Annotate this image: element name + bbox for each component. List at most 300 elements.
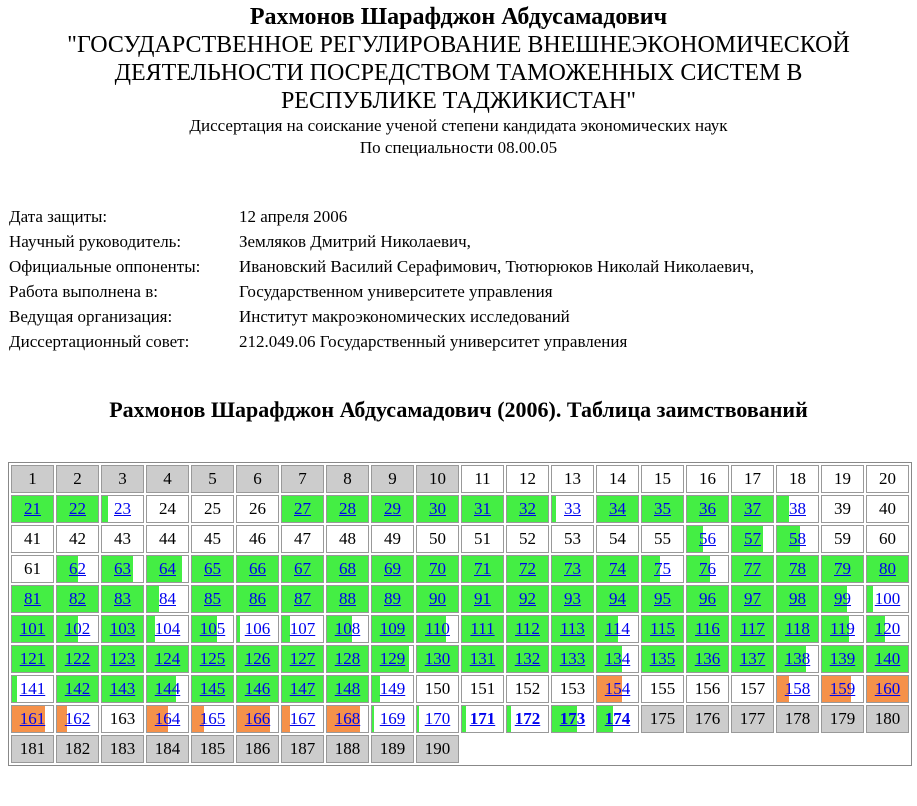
page-cell — [551, 675, 594, 703]
borrow-level-bar — [372, 706, 374, 732]
page-link[interactable]: 70 — [429, 559, 446, 578]
page-link[interactable]: 167 — [289, 709, 316, 728]
page-number: 181 — [19, 739, 46, 758]
page-link[interactable]: 171 — [469, 709, 496, 728]
page-link[interactable]: 122 — [64, 649, 91, 668]
page-cell — [821, 525, 864, 553]
page-cell — [101, 705, 144, 733]
page-link[interactable]: 79 — [834, 559, 851, 578]
page-link[interactable]: 104 — [154, 619, 181, 638]
page-link[interactable]: 84 — [159, 589, 176, 608]
page-link[interactable]: 81 — [24, 589, 41, 608]
page-cell[interactable] — [686, 525, 729, 553]
page-link[interactable]: 82 — [69, 589, 86, 608]
page-cell[interactable] — [731, 645, 774, 673]
page-link[interactable]: 173 — [559, 709, 586, 728]
page-link[interactable]: 129 — [379, 649, 406, 668]
page-cell[interactable] — [776, 585, 819, 613]
page-cell[interactable] — [326, 705, 369, 733]
page-link[interactable]: 165 — [199, 709, 226, 728]
page-cell[interactable] — [326, 585, 369, 613]
page-link[interactable]: 109 — [379, 619, 406, 638]
page-cell[interactable] — [371, 705, 414, 733]
page-link[interactable]: 71 — [474, 559, 491, 578]
page-cell[interactable] — [551, 585, 594, 613]
page-link[interactable]: 139 — [829, 649, 856, 668]
page-link[interactable]: 166 — [244, 709, 271, 728]
page-cell[interactable] — [551, 705, 594, 733]
page-cell[interactable] — [641, 645, 684, 673]
page-number: 184 — [154, 739, 181, 758]
page-number: 61 — [24, 559, 41, 578]
page-cell[interactable] — [461, 495, 504, 523]
page-cell — [821, 495, 864, 523]
page-link[interactable]: 65 — [204, 559, 221, 578]
page-link[interactable]: 172 — [514, 709, 541, 728]
page-cell[interactable] — [416, 645, 459, 673]
page-cell[interactable] — [146, 555, 189, 583]
page-link[interactable]: 136 — [694, 649, 721, 668]
page-cell — [56, 735, 99, 763]
page-link[interactable]: 145 — [199, 679, 226, 698]
page-cell — [641, 675, 684, 703]
page-cell[interactable] — [686, 555, 729, 583]
page-link[interactable]: 23 — [114, 499, 131, 518]
page-link[interactable]: 111 — [470, 619, 495, 638]
page-link[interactable]: 64 — [159, 559, 176, 578]
page-cell[interactable] — [371, 495, 414, 523]
page-cell — [11, 555, 54, 583]
page-cell[interactable] — [506, 705, 549, 733]
page-cell[interactable] — [371, 555, 414, 583]
page-number: 25 — [204, 499, 221, 518]
degree-line: Диссертация на соискание ученой степени кандидата экономических наук — [189, 116, 728, 135]
page-number: 12 — [519, 469, 536, 488]
page-cell[interactable] — [821, 645, 864, 673]
meta-value: 212.049.06 Государственный университет управления — [239, 331, 628, 351]
page-number: 163 — [109, 709, 136, 728]
page-link[interactable]: 36 — [699, 499, 716, 518]
page-link[interactable]: 160 — [874, 679, 901, 698]
page-link[interactable]: 138 — [784, 649, 811, 668]
page-link[interactable]: 170 — [424, 709, 451, 728]
page-link[interactable]: 86 — [249, 589, 266, 608]
page-cell[interactable] — [506, 615, 549, 643]
page-cell[interactable] — [776, 525, 819, 553]
page-cell — [641, 705, 684, 733]
page-cell — [101, 465, 144, 493]
grid-row — [11, 675, 909, 703]
page-cell[interactable] — [101, 675, 144, 703]
page-cell[interactable] — [236, 585, 279, 613]
page-cell[interactable] — [506, 495, 549, 523]
page-cell[interactable] — [866, 585, 909, 613]
page-link[interactable]: 123 — [109, 649, 136, 668]
meta-value: 12 апреля 2006 — [239, 206, 348, 226]
page-cell[interactable] — [236, 555, 279, 583]
page-cell[interactable] — [461, 555, 504, 583]
page-link[interactable]: 132 — [514, 649, 541, 668]
page-cell[interactable] — [11, 615, 54, 643]
page-link[interactable]: 116 — [695, 619, 720, 638]
page-link[interactable]: 72 — [519, 559, 536, 578]
page-link[interactable]: 96 — [699, 589, 716, 608]
page-cell[interactable] — [11, 495, 54, 523]
page-link[interactable]: 146 — [244, 679, 271, 698]
page-link[interactable]: 100 — [874, 589, 901, 608]
page-link[interactable]: 87 — [294, 589, 311, 608]
page-cell[interactable] — [191, 645, 234, 673]
page-link[interactable]: 56 — [699, 529, 716, 548]
page-link[interactable]: 63 — [114, 559, 131, 578]
page-cell[interactable] — [641, 585, 684, 613]
page-link[interactable]: 143 — [109, 679, 136, 698]
page-cell[interactable] — [506, 585, 549, 613]
page-cell[interactable] — [866, 645, 909, 673]
page-link[interactable]: 77 — [744, 559, 761, 578]
page-cell[interactable] — [866, 555, 909, 583]
page-cell[interactable] — [11, 705, 54, 733]
page-link[interactable]: 162 — [64, 709, 91, 728]
page-number: 190 — [424, 739, 451, 758]
page-link[interactable]: 35 — [654, 499, 671, 518]
page-cell[interactable] — [11, 645, 54, 673]
page-link[interactable]: 119 — [830, 619, 855, 638]
page-link[interactable]: 147 — [289, 679, 316, 698]
page-cell[interactable] — [11, 585, 54, 613]
page-cell[interactable] — [416, 555, 459, 583]
page-link[interactable]: 97 — [744, 589, 761, 608]
page-number: 48 — [339, 529, 356, 548]
page-link[interactable]: 94 — [609, 589, 626, 608]
page-cell[interactable] — [236, 675, 279, 703]
meta-value: Государственном университете управления — [239, 281, 553, 301]
page-cell[interactable] — [326, 495, 369, 523]
page-cell[interactable] — [686, 585, 729, 613]
page-cell[interactable] — [776, 555, 819, 583]
page-cell[interactable] — [596, 585, 639, 613]
page-cell[interactable] — [146, 615, 189, 643]
page-cell[interactable] — [686, 615, 729, 643]
page-link[interactable]: 33 — [564, 499, 581, 518]
page-cell[interactable] — [776, 675, 819, 703]
page-number: 13 — [564, 469, 581, 488]
page-link[interactable]: 110 — [425, 619, 450, 638]
page-cell[interactable] — [416, 495, 459, 523]
page-link[interactable]: 114 — [605, 619, 630, 638]
page-cell[interactable] — [101, 585, 144, 613]
page-cell[interactable] — [731, 495, 774, 523]
page-link[interactable]: 22 — [69, 499, 86, 518]
page-link[interactable]: 68 — [339, 559, 356, 578]
page-link[interactable]: 73 — [564, 559, 581, 578]
page-number: 2 — [73, 469, 82, 488]
page-cell[interactable] — [596, 495, 639, 523]
page-cell[interactable] — [326, 675, 369, 703]
page-link[interactable]: 137 — [739, 649, 766, 668]
page-cell — [371, 735, 414, 763]
page-link[interactable]: 161 — [19, 709, 46, 728]
borrow-level-bar — [102, 496, 108, 522]
borrow-level-bar — [12, 676, 17, 702]
page-link[interactable]: 148 — [334, 679, 361, 698]
page-cell[interactable] — [56, 705, 99, 733]
page-link[interactable]: 164 — [154, 709, 181, 728]
page-link[interactable]: 106 — [244, 619, 271, 638]
page-link[interactable]: 30 — [429, 499, 446, 518]
borrow-level-bar — [147, 586, 159, 612]
page-link[interactable]: 118 — [785, 619, 810, 638]
page-cell — [461, 525, 504, 553]
page-link[interactable]: 113 — [560, 619, 585, 638]
page-cell[interactable] — [461, 705, 504, 733]
page-cell[interactable] — [146, 585, 189, 613]
page-cell[interactable] — [101, 615, 144, 643]
page-cell[interactable] — [821, 675, 864, 703]
page-cell[interactable] — [281, 645, 324, 673]
grid-row — [11, 465, 909, 493]
page-cell[interactable] — [281, 675, 324, 703]
page-link[interactable]: 21 — [24, 499, 41, 518]
page-cell — [686, 705, 729, 733]
page-cell[interactable] — [191, 705, 234, 733]
page-link[interactable]: 128 — [334, 649, 361, 668]
page-link[interactable]: 112 — [515, 619, 540, 638]
page-link[interactable]: 142 — [64, 679, 91, 698]
page-link[interactable]: 28 — [339, 499, 356, 518]
page-link[interactable]: 67 — [294, 559, 311, 578]
page-cell[interactable] — [596, 705, 639, 733]
page-link[interactable]: 115 — [650, 619, 675, 638]
page-link[interactable]: 124 — [154, 649, 181, 668]
page-link[interactable]: 105 — [199, 619, 226, 638]
page-cell[interactable] — [461, 615, 504, 643]
meta-value: Земляков Дмитрий Николаевич, — [239, 231, 471, 251]
page-cell[interactable] — [281, 705, 324, 733]
page-cell — [191, 525, 234, 553]
page-cell[interactable] — [191, 555, 234, 583]
page-link[interactable]: 125 — [199, 649, 226, 668]
page-cell[interactable] — [416, 705, 459, 733]
page-link[interactable]: 91 — [474, 589, 491, 608]
page-cell[interactable] — [56, 675, 99, 703]
page-cell[interactable] — [731, 555, 774, 583]
page-link[interactable]: 85 — [204, 589, 221, 608]
page-cell[interactable] — [776, 615, 819, 643]
page-cell[interactable] — [281, 495, 324, 523]
borrowings-title: Рахмонов Шарафджон Абдусамадович (2006). Таблица заимствований — [109, 397, 808, 422]
page-cell[interactable] — [326, 555, 369, 583]
page-cell[interactable] — [821, 585, 864, 613]
page-link[interactable]: 93 — [564, 589, 581, 608]
page-link[interactable]: 134 — [604, 649, 631, 668]
page-link[interactable]: 158 — [784, 679, 811, 698]
page-link[interactable]: 108 — [334, 619, 361, 638]
page-cell[interactable] — [731, 615, 774, 643]
page-link[interactable]: 149 — [379, 679, 406, 698]
page-link[interactable]: 103 — [109, 619, 136, 638]
page-link[interactable]: 131 — [469, 649, 496, 668]
page-number: 155 — [649, 679, 676, 698]
grid-row — [11, 705, 909, 733]
page-cell[interactable] — [506, 645, 549, 673]
page-link[interactable]: 144 — [154, 679, 181, 698]
page-cell[interactable] — [821, 615, 864, 643]
page-link[interactable]: 117 — [740, 619, 765, 638]
grid-row — [11, 735, 909, 763]
page-cell[interactable] — [326, 615, 369, 643]
page-cell[interactable] — [326, 645, 369, 673]
page-link[interactable]: 154 — [604, 679, 631, 698]
page-cell[interactable] — [371, 645, 414, 673]
page-cell[interactable] — [191, 585, 234, 613]
page-link[interactable]: 83 — [114, 589, 131, 608]
page-cell[interactable] — [416, 585, 459, 613]
page-cell[interactable] — [551, 615, 594, 643]
page-link[interactable]: 80 — [879, 559, 896, 578]
page-cell — [731, 675, 774, 703]
page-link[interactable]: 31 — [474, 499, 491, 518]
page-cell[interactable] — [101, 495, 144, 523]
page-number: 53 — [564, 529, 581, 548]
page-cell[interactable] — [776, 645, 819, 673]
page-link[interactable]: 75 — [654, 559, 671, 578]
page-link[interactable]: 90 — [429, 589, 446, 608]
page-link[interactable]: 92 — [519, 589, 536, 608]
page-number: 41 — [24, 529, 41, 548]
page-cell[interactable] — [146, 645, 189, 673]
page-link[interactable]: 74 — [609, 559, 626, 578]
page-link[interactable]: 34 — [609, 499, 626, 518]
page-cell[interactable] — [551, 555, 594, 583]
page-link[interactable]: 133 — [559, 649, 586, 668]
page-link[interactable]: 58 — [789, 529, 806, 548]
page-cell[interactable] — [146, 705, 189, 733]
page-link[interactable]: 66 — [249, 559, 266, 578]
page-cell[interactable] — [281, 555, 324, 583]
page-link[interactable]: 121 — [19, 649, 46, 668]
page-link[interactable]: 69 — [384, 559, 401, 578]
page-cell[interactable] — [56, 495, 99, 523]
defense-info-table — [6, 203, 757, 355]
page-cell[interactable] — [281, 615, 324, 643]
page-link[interactable]: 169 — [379, 709, 406, 728]
page-cell — [506, 675, 549, 703]
page-cell[interactable] — [596, 675, 639, 703]
page-cell[interactable] — [596, 615, 639, 643]
page-cell[interactable] — [641, 555, 684, 583]
page-cell[interactable] — [371, 615, 414, 643]
page-cell[interactable] — [191, 615, 234, 643]
page-cell[interactable] — [641, 615, 684, 643]
page-number: 42 — [69, 529, 86, 548]
page-link[interactable]: 120 — [874, 619, 901, 638]
page-link[interactable]: 127 — [289, 649, 316, 668]
page-cell[interactable] — [461, 585, 504, 613]
page-cell[interactable] — [236, 645, 279, 673]
page-link[interactable]: 95 — [654, 589, 671, 608]
page-link[interactable]: 32 — [519, 499, 536, 518]
page-cell[interactable] — [191, 675, 234, 703]
page-link[interactable]: 126 — [244, 649, 271, 668]
page-link[interactable]: 76 — [699, 559, 716, 578]
page-cell[interactable] — [56, 645, 99, 673]
page-cell[interactable] — [731, 585, 774, 613]
page-cell[interactable] — [596, 645, 639, 673]
page-number: 55 — [654, 529, 671, 548]
page-cell[interactable] — [281, 585, 324, 613]
page-cell[interactable] — [371, 585, 414, 613]
page-cell[interactable] — [416, 615, 459, 643]
page-link[interactable]: 101 — [19, 619, 46, 638]
page-cell[interactable] — [236, 705, 279, 733]
page-cell — [146, 735, 189, 763]
page-cell[interactable] — [56, 555, 99, 583]
page-cell[interactable] — [866, 615, 909, 643]
page-cell[interactable] — [686, 495, 729, 523]
page-link[interactable]: 141 — [19, 679, 46, 698]
page-number: 46 — [249, 529, 266, 548]
page-cell[interactable] — [101, 555, 144, 583]
page-link[interactable]: 62 — [69, 559, 86, 578]
page-link[interactable]: 174 — [604, 709, 631, 728]
page-link[interactable]: 37 — [744, 499, 761, 518]
page-cell[interactable] — [776, 495, 819, 523]
page-cell[interactable] — [101, 645, 144, 673]
page-link[interactable]: 78 — [789, 559, 806, 578]
page-cell[interactable] — [371, 675, 414, 703]
page-cell[interactable] — [236, 615, 279, 643]
borrow-level-bar — [282, 616, 290, 642]
page-link[interactable]: 38 — [789, 499, 806, 518]
page-link[interactable]: 89 — [384, 589, 401, 608]
page-cell[interactable] — [641, 495, 684, 523]
page-cell[interactable] — [731, 525, 774, 553]
page-cell[interactable] — [866, 675, 909, 703]
page-cell[interactable] — [56, 615, 99, 643]
page-link[interactable]: 88 — [339, 589, 356, 608]
page-cell[interactable] — [506, 555, 549, 583]
page-cell[interactable] — [146, 675, 189, 703]
page-link[interactable]: 130 — [424, 649, 451, 668]
page-cell[interactable] — [821, 555, 864, 583]
page-link[interactable]: 57 — [744, 529, 761, 548]
page-cell[interactable] — [596, 555, 639, 583]
page-link[interactable]: 27 — [294, 499, 311, 518]
page-link[interactable]: 159 — [829, 679, 856, 698]
page-link[interactable]: 102 — [64, 619, 91, 638]
page-cell[interactable] — [11, 675, 54, 703]
page-number: 39 — [834, 499, 851, 518]
page-number: 51 — [474, 529, 491, 548]
page-link[interactable]: 140 — [874, 649, 901, 668]
page-link[interactable]: 98 — [789, 589, 806, 608]
page-cell[interactable] — [551, 645, 594, 673]
page-link[interactable]: 168 — [334, 709, 361, 728]
page-cell — [551, 465, 594, 493]
page-cell — [371, 525, 414, 553]
page-link[interactable]: 135 — [649, 649, 676, 668]
page-number: 18 — [789, 469, 806, 488]
page-number: 59 — [834, 529, 851, 548]
page-cell[interactable] — [56, 585, 99, 613]
page-cell[interactable] — [461, 645, 504, 673]
page-link[interactable]: 107 — [289, 619, 316, 638]
page-cell[interactable] — [551, 495, 594, 523]
page-cell[interactable] — [686, 645, 729, 673]
page-link[interactable]: 99 — [834, 589, 851, 608]
page-link[interactable]: 29 — [384, 499, 401, 518]
